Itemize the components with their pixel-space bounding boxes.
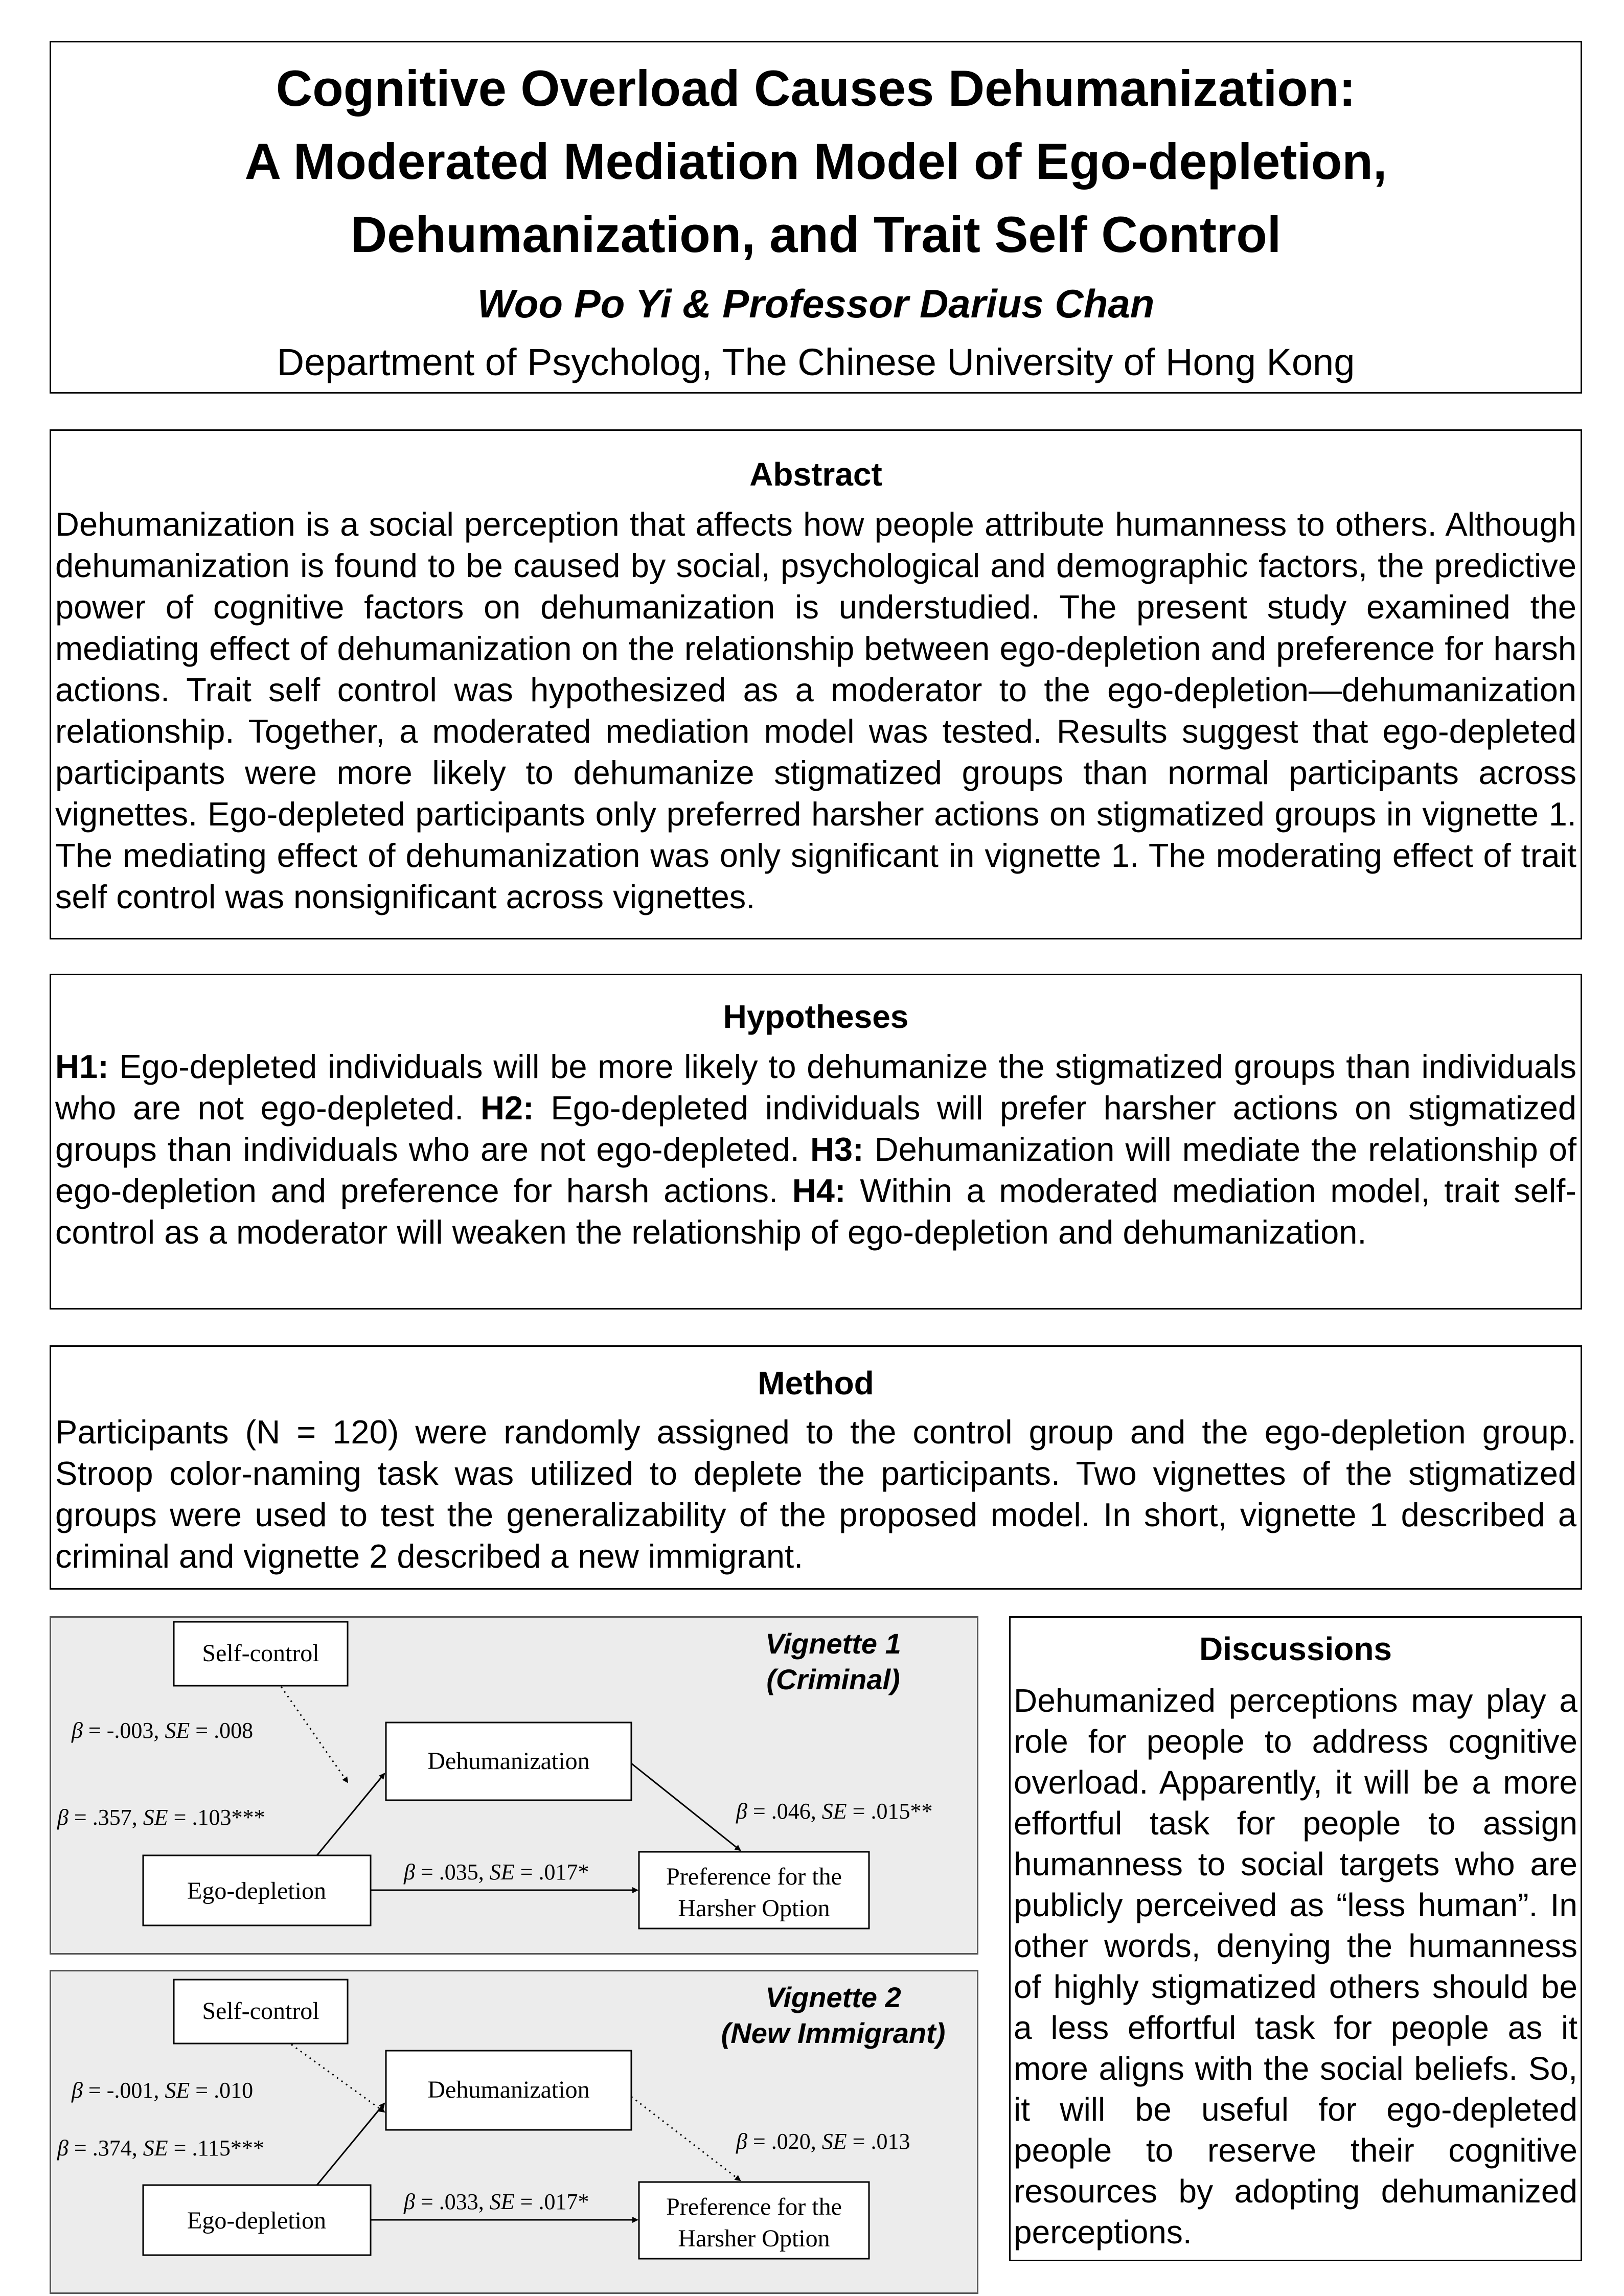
node-label: Harsher Option (678, 1895, 830, 1922)
vignette-title-line-1: Vignette 1 (765, 1627, 901, 1660)
hypothesis-text: Ego-depleted individuals will be more likely to dehumanize the stigmatized groups than individuals who are not ego-depleted. (55, 1048, 1576, 1127)
authors: Woo Po Yi & Professor Darius Chan (477, 281, 1155, 326)
ego-to-dehumanization-arrow (317, 1774, 384, 1855)
node-label: Preference for the (666, 1863, 842, 1890)
discussions-heading: Discussions (1199, 1631, 1392, 1667)
node-label: Ego-depletion (187, 2207, 326, 2234)
hypothesis-label: H3: (810, 1131, 864, 1168)
hypotheses-heading: Hypotheses (723, 998, 909, 1035)
vignette-2-diagram (50, 1970, 978, 2294)
hypothesis-label: H1: (55, 1048, 109, 1085)
dehumanization-to-preference-arrow (631, 1763, 740, 1850)
node-label: Harsher Option (678, 2225, 830, 2252)
department: Department of Psycholog, The Chinese University of Hong Kong (277, 341, 1355, 383)
hypothesis-text: Dehumanization will mediate the relationship of ego-depletion and preference for harsh actions. (55, 1131, 1576, 1209)
method-heading: Method (758, 1365, 874, 1402)
moderation-coefficient: β = -.003, SE = .008 (72, 1718, 254, 1743)
node-label: Preference for the (666, 2193, 842, 2220)
ego-depletion-node (143, 1855, 371, 1925)
node-label: Dehumanization (427, 1748, 590, 1775)
discussions-text: Dehumanized perceptions may play a role for people to address cognitive overload. Apparently, it will be a more effortful task for people to assign humanness to social targets who are publicly perceived as “less human”. In other words, denying the humanness of highly stigmatized others should be a less effortful task for people as it more aligns with the social beliefs. So, it will be useful for ego-depleted people to reserve their cognitive resources by adopting dehumanized perceptions. (1014, 1682, 1577, 2251)
discussions-panel (1009, 1616, 1582, 2261)
vignette-1-model-svg (51, 1618, 977, 1953)
moderation-arrow (291, 2045, 384, 2112)
ego-to-dehumanization-arrow (317, 2103, 384, 2185)
hypothesis-text: Within a moderated mediation model, trait self-control as a moderator will weaken the relationship of ego-depletion and dehumanization. (55, 1172, 1577, 1251)
poster-title-line-1: Cognitive Overload Causes Dehumanization: (276, 60, 1356, 117)
poster-title-line-2: A Moderated Mediation Model of Ego-depletion, (244, 133, 1387, 190)
dehumanization-node (386, 2051, 631, 2130)
poster-title-line-3: Dehumanization, and Trait Self Control (350, 206, 1282, 263)
vignette-title-line-2: (New Immigrant) (721, 2017, 946, 2049)
moderation-arrow (281, 1687, 348, 1782)
ego-to-preference-coefficient: β = .033, SE = .017* (404, 2189, 589, 2214)
dehumanization-to-preference-arrow (631, 2097, 740, 2180)
node-label: Ego-depletion (187, 1877, 326, 1904)
hypothesis-text: Ego-depleted individuals will prefer harsher actions on stigmatized groups than individuals who are not ego-depleted. (55, 1089, 1577, 1168)
title-panel (50, 41, 1582, 394)
vignette-title-line-2: (Criminal) (766, 1663, 900, 1695)
method-panel (50, 1345, 1582, 1590)
node-label: Self-control (202, 1640, 319, 1667)
preference-node (639, 1852, 869, 1928)
hypothesis-label: H2: (480, 1089, 534, 1127)
abstract-heading: Abstract (749, 456, 882, 493)
vignette-title-line-1: Vignette 2 (765, 1981, 901, 2013)
dehumanization-node (386, 1723, 631, 1800)
hypothesis-label: H4: (792, 1172, 846, 1209)
vignette-2-model-svg (51, 1971, 977, 2292)
dehumanization-to-preference-coefficient: β = .020, SE = .013 (736, 2129, 910, 2154)
abstract-panel (50, 429, 1582, 939)
ego-to-dehumanization-coefficient: β = .357, SE = .103*** (57, 1805, 265, 1830)
moderation-coefficient: β = -.001, SE = .010 (72, 2078, 254, 2103)
ego-to-dehumanization-coefficient: β = .374, SE = .115*** (57, 2136, 264, 2161)
self-control-node (174, 1622, 348, 1686)
hypotheses-panel (50, 974, 1582, 1310)
method-text: Participants (N = 120) were randomly assigned to the control group and the ego-depletion group. Stroop color-naming task was utilized to deplete the participants. Two vignettes of the stigmatized groups were used to test the generalizability of the proposed model. In short, vignette 1 described a criminal and vignette 2 described a new immigrant. (55, 1413, 1576, 1575)
ego-depletion-node (143, 2185, 371, 2255)
vignette-1-diagram (50, 1616, 978, 1955)
node-label: Self-control (202, 1997, 319, 2025)
hypotheses-text (51, 1046, 1581, 1253)
self-control-node (174, 1980, 348, 2044)
abstract-text: Dehumanization is a social perception that affects how people attribute humanness to others. Although dehumanization is found to be caused by social, psychological and demographic factors, the predictive power of cognitive factors on dehumanization is understudied. The present study examined the mediating effect of dehumanization on the relationship between ego-depletion and preference for harsh actions. Trait self control was hypothesized as a moderator to the ego-depletion—dehumanization relationship. Together, a moderated mediation model was tested. Results suggest that ego-depleted participants were more likely to dehumanize stigmatized groups than normal participants across vignettes. Ego-depleted participants only preferred harsher actions on stigmatized groups in vignette 1. The mediating effect of dehumanization was only significant in vignette 1. The moderating effect of trait self control was nonsignificant across vignettes. (55, 506, 1576, 915)
preference-node (639, 2182, 869, 2259)
dehumanization-to-preference-coefficient: β = .046, SE = .015** (736, 1799, 933, 1824)
ego-to-preference-coefficient: β = .035, SE = .017* (404, 1859, 589, 1885)
node-label: Dehumanization (427, 2076, 590, 2103)
